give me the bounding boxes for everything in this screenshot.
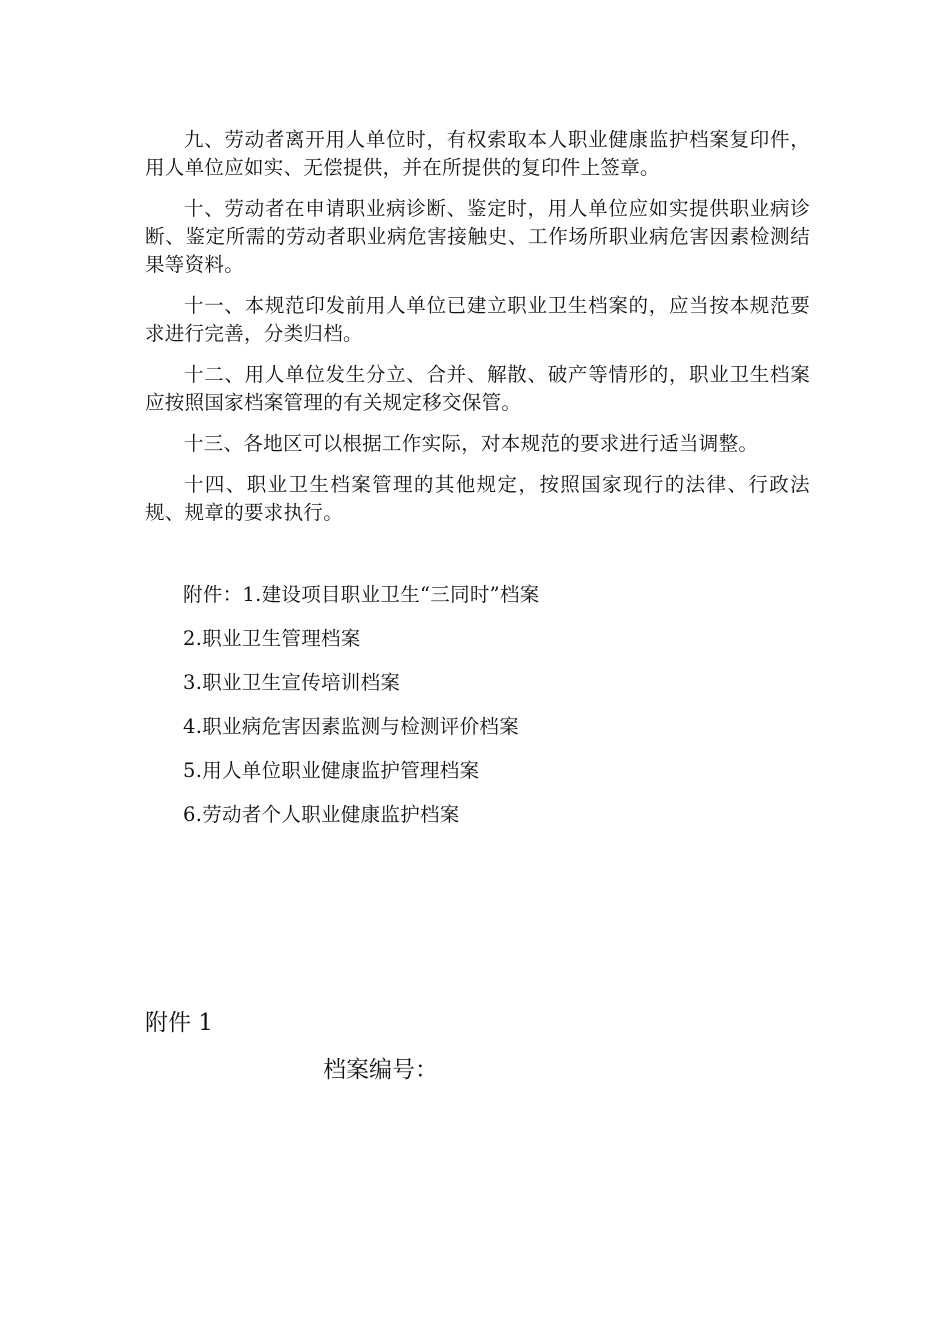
clause-9: 九、劳动者离开用人单位时，有权索取本人职业健康监护档案复印件，用人单位应如实、无偿提供，并在所提供的复印件上签章。 <box>145 128 810 179</box>
attachment-item-2: 2.职业卫生管理档案 <box>183 627 361 650</box>
attachment-item-4: 4.职业病危害因素监测与检测评价档案 <box>183 715 520 738</box>
attachment-item-1: 附件：1.建设项目职业卫生“三同时”档案 <box>183 583 540 606</box>
archive-number-label: 档案编号： <box>323 1057 438 1083</box>
clause-13: 十三、各地区可以根据工作实际，对本规范的要求进行适当调整。 <box>184 432 759 455</box>
regulation-clauses <box>145 126 810 540</box>
attachment-list <box>183 581 783 845</box>
appendix-heading: 附件 1 <box>145 1010 213 1036</box>
attachment-item-6: 6.劳动者个人职业健康监护档案 <box>183 803 460 826</box>
attachment-item-3: 3.职业卫生宣传培训档案 <box>183 671 401 694</box>
clause-14: 十四、职业卫生档案管理的其他规定，按照国家现行的法律、行政法规、规章的要求执行。 <box>145 473 810 524</box>
clause-11: 十一、本规范印发前用人单位已建立职业卫生档案的，应当按本规范要求进行完善，分类归档。 <box>145 294 810 345</box>
clause-12: 十二、用人单位发生分立、合并、解散、破产等情形的，职业卫生档案应按照国家档案管理的有关规定移交保管。 <box>145 363 810 414</box>
clause-10: 十、劳动者在申请职业病诊断、鉴定时，用人单位应如实提供职业病诊断、鉴定所需的劳动者职业病危害接触史、工作场所职业病危害因素检测结果等资料。 <box>145 197 810 276</box>
attachment-item-5: 5.用人单位职业健康监护管理档案 <box>183 759 480 782</box>
